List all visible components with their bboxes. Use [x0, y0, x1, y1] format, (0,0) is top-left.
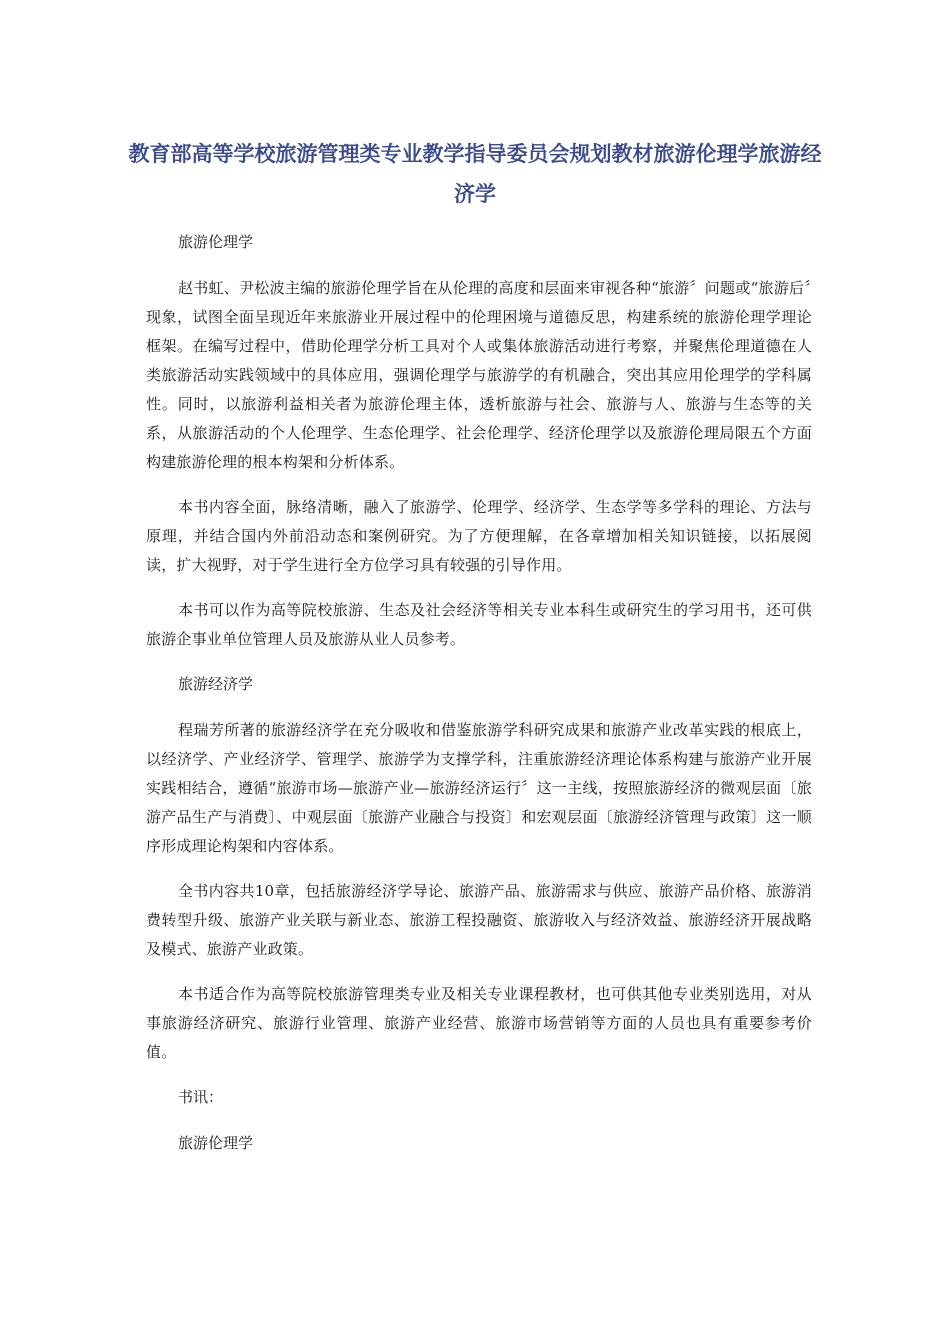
paragraph-economics-audience: 本书适合作为高等院校旅游管理类专业及相关专业课程教材，也可供其他专业类别选用，对从事旅游经济研究、旅游行业管理、旅游产业经营、旅游市场营销等方面的人员也具有重要参考价值。 — [146, 985, 812, 1061]
section-heading-ethics: 旅游伦理学 — [178, 233, 254, 251]
document-body — [146, 228, 812, 1175]
section-heading-economics: 旅游经济学 — [178, 675, 254, 693]
paragraph-economics-intro: 程瑞芳所著的旅游经济学在充分吸收和借鉴旅游学科研究成果和旅游产业改革实践的根底上，以经济学、产业经济学、管理学、旅游学为支撑学科，注重旅游经济理论体系构建与旅游产业开展实践相结合，遵循“旅游市场—旅游产业—旅游经济运行〞这一主线，按照旅游经济的微观层面〔旅游产品生产与消费〕、中观层面〔旅游产业融合与投资〕和宏观层面〔旅游经济管理与政策〕这一顺序形成理论构架和内容体系。 — [146, 721, 812, 855]
paragraph-ethics-content: 本书内容全面，脉络清晰，融入了旅游学、伦理学、经济学、生态学等多学科的理论、方法与原理，并结合国内外前沿动态和案例研究。为了方便理解，在各章增加相关知识链接，以拓展阅读，扩大视野，对于学生进行全方位学习具有较强的引导作用。 — [146, 498, 812, 574]
document-title: 教育部高等学校旅游管理类专业教学指导委员会规划教材旅游伦理学旅游经济学 — [128, 142, 822, 206]
paragraph-ethics-intro: 赵书虹、尹松波主编的旅游伦理学旨在从伦理的高度和层面来审视各种“旅游〞问题或“旅游后〞现象，试图全面呈现近年来旅游业开展过程中的伦理困境与道德反思，构建系统的旅游伦理学理论框架。在编写过程中，借助伦理学分析工具对个人或集体旅游活动进行考察，并聚焦伦理道德在人类旅游活动实践领域中的具体应用，强调伦理学与旅游学的有机融合，突出其应用伦理学的学科属性。同时，以旅游利益相关者为旅游伦理主体，透析旅游与社会、旅游与人、旅游与生态等的关系，从旅游活动的个人伦理学、生态伦理学、社会伦理学、经济伦理学以及旅游伦理局限五个方面构建旅游伦理的根本构架和分析体系。 — [146, 279, 812, 471]
paragraph-economics-chapters: 全书内容共10章，包括旅游经济学导论、旅游产品、旅游需求与供应、旅游产品价格、旅游消费转型升级、旅游产业关联与新业态、旅游工程投融资、旅游收入与经济效益、旅游经济开展战略及模式、旅游产业政策。 — [146, 882, 812, 958]
section-heading-news: 书讯： — [178, 1088, 224, 1106]
paragraph-ethics-audience: 本书可以作为高等院校旅游、生态及社会经济等相关专业本科生或研究生的学习用书，还可供旅游企事业单位管理人员及旅游从业人员参考。 — [146, 601, 812, 648]
section-heading-ethics-repeat: 旅游伦理学 — [178, 1134, 254, 1152]
